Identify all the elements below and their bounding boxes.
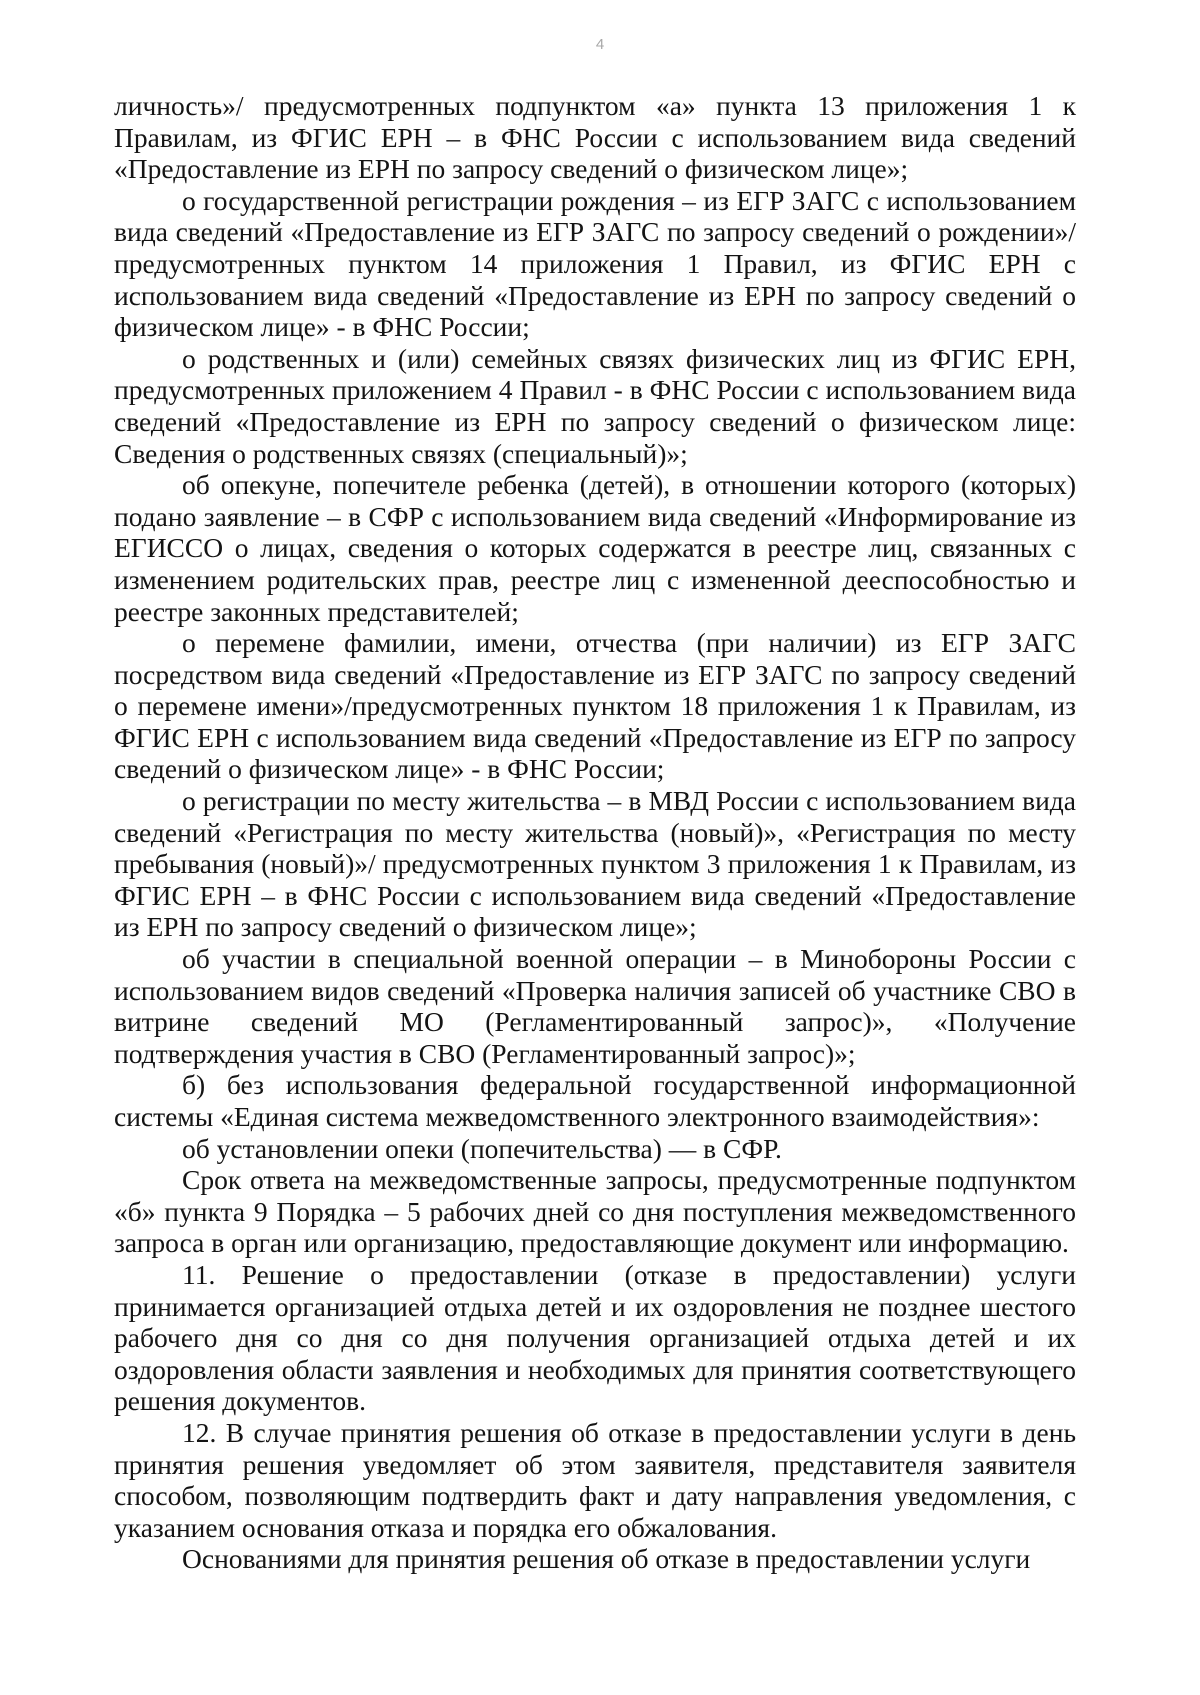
paragraph-4: о перемене фамилии, имени, отчества (при наличии) из ЕГР ЗАГС посредством вида сведений «Предоставление из ЕГР ЗАГС по запросу сведений о перемене имени»/предусмотренных пунктом 18 приложения 1 к Правилам, из ФГИС ЕРН с использованием вида сведений «Предоставление из ЕГР по запросу сведений о физическом лице» - в ФНС России; xyxy=(114,627,1076,785)
paragraph-10: 11. Решение о предоставлении (отказе в предоставлении) услуги принимается организацией отдыха детей и их оздоровления не позднее шестого рабочего дня со дня со дня получения организацией отдыха детей и их оздоровления области заявления и необходимых для принятия соответствующего решения документов. xyxy=(114,1258,1076,1417)
document-body xyxy=(114,90,1076,1575)
paragraph-3: об опекуне, попечителе ребенка (детей), в отношении которого (которых) подано заявление – в СФР с использованием вида сведений «Информирование из ЕГИССО о лицах, сведения о которых содержатся в реестре лиц, связанных с изменением родительских прав, реестре лиц с измененной дееспособностью и реестре законных представителей; xyxy=(114,469,1076,627)
paragraph-0: личность»/ предусмотренных подпунктом «а» пункта 13 приложения 1 к Правилам, из ФГИС ЕРН – в ФНС России с использованием вида сведений «Предоставление из ЕРН по запросу сведений о физическом лице»; xyxy=(114,90,1076,185)
paragraph-1: о государственной регистрации рождения – из ЕГР ЗАГС с использованием вида сведений «Предоставление из ЕГР ЗАГС по запросу сведений о рождении»/предусмотренных пунктом 14 приложения 1 Правил, из ФГИС ЕРН с использованием вида сведений «Предоставление из ЕРН по запросу сведений о физическом лице» - в ФНС России; xyxy=(114,184,1076,343)
paragraph-11: 12. В случае принятия решения об отказе в предоставлении услуги в день принятия решения уведомляет об этом заявителя, представителя заявителя способом, позволяющим подтвердить факт и дату направления уведомления, с указанием основания отказа и порядка его обжалования. xyxy=(114,1416,1076,1543)
paragraph-12: Основаниями для принятия решения об отказе в предоставлении услуги xyxy=(182,1543,1031,1575)
paragraph-8: об установлении опеки (попечительства) — в СФР. xyxy=(182,1132,782,1164)
page-number: 4 xyxy=(595,36,605,53)
paragraph-2: о родственных и (или) семейных связях физических лиц из ФГИС ЕРН, предусмотренных приложением 4 Правил - в ФНС России с использованием вида сведений «Предоставление из ЕРН по запросу сведений о физическом лице: Сведения о родственных связях (специальный)»; xyxy=(114,342,1076,469)
paragraph-7: б) без использования федеральной государственной информационной системы «Единая система межведомственного электронного взаимодействия»: xyxy=(114,1069,1076,1132)
paragraph-6: об участии в специальной военной операции – в Минобороны России с использованием видов сведений «Проверка наличия записей об участнике СВО в витрине сведений МО (Регламентированный запрос)», «Получение подтверждения участия в СВО (Регламентированный запрос)»; xyxy=(114,943,1076,1069)
paragraph-9: Срок ответа на межведомственные запросы, предусмотренные подпунктом «б» пункта 9 Порядка – 5 рабочих дней со дня поступления межведомственного запроса в орган или организацию, предоставляющие документ или информацию. xyxy=(114,1164,1076,1259)
paragraph-5: о регистрации по месту жительства – в МВД России с использованием вида сведений «Регистрация по месту жительства (новый)», «Регистрация по месту пребывания (новый)»/ предусмотренных пунктом 3 приложения 1 к Правилам, из ФГИС ЕРН – в ФНС России с использованием вида сведений «Предоставление из ЕРН по запросу сведений о физическом лице»; xyxy=(114,785,1076,943)
